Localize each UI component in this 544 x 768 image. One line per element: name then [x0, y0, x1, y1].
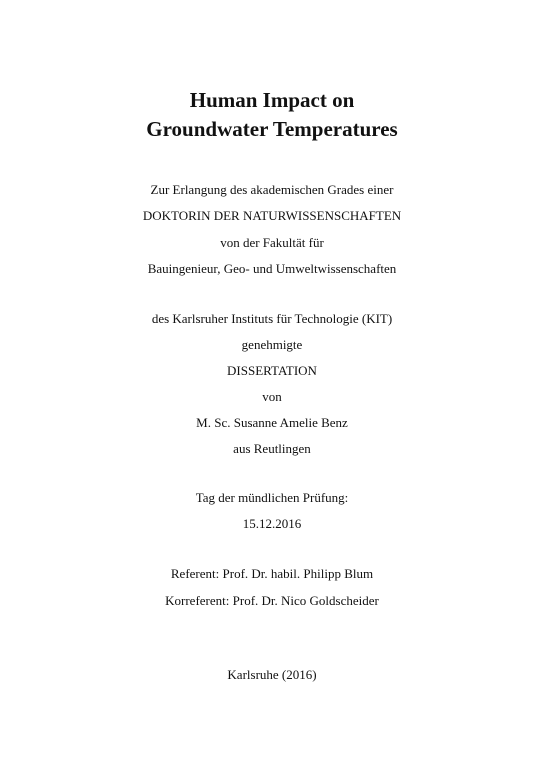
faculty-name: Bauingenieur, Geo- und Umweltwissenschaften [147, 261, 397, 276]
thesis-title-line-2: Groundwater Temperatures [146, 117, 398, 141]
korreferent: Korreferent: Prof. Dr. Nico Goldscheider [165, 593, 379, 608]
by-label: von [262, 389, 282, 404]
degree-purpose: Zur Erlangung des akademischen Grades einer [150, 182, 394, 197]
document-type: DISSERTATION [227, 363, 317, 378]
author-origin: aus Reutlingen [233, 441, 311, 456]
degree-name: DOKTORIN DER NATURWISSENSCHAFTEN [142, 208, 402, 223]
exam-date-label: Tag der mündlichen Prüfung: [195, 490, 349, 505]
approved-label: genehmigte [241, 337, 303, 352]
exam-date: 15.12.2016 [242, 516, 302, 531]
thesis-title-line-1: Human Impact on [189, 88, 355, 112]
institution-name: des Karlsruher Instituts für Technologie (KIT) [151, 311, 393, 326]
place-year: Karlsruhe (2016) [227, 667, 317, 682]
author-name: M. Sc. Susanne Amelie Benz [196, 415, 348, 430]
referent: Referent: Prof. Dr. habil. Philipp Blum [170, 566, 374, 581]
faculty-prefix: von der Fakultät für [220, 235, 324, 250]
